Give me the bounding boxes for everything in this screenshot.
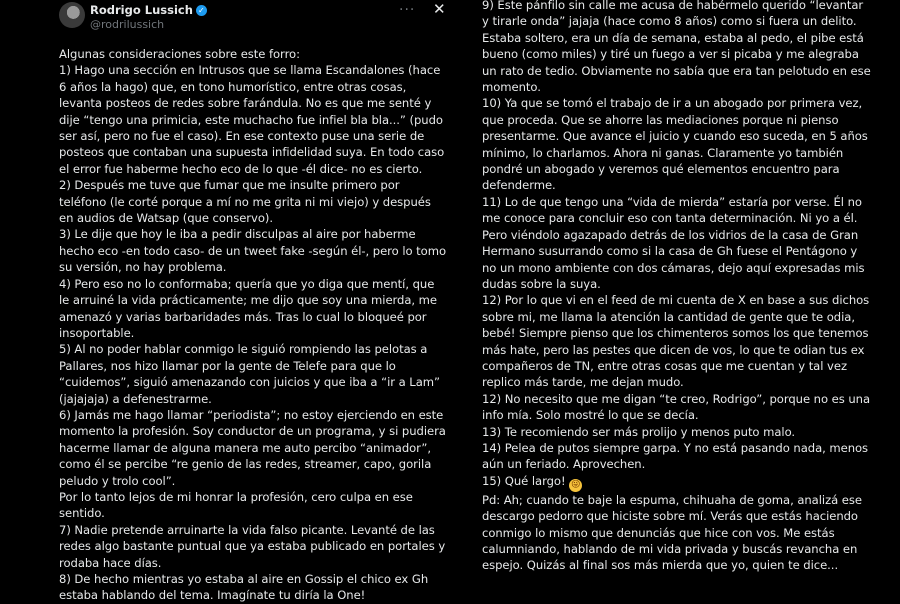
author-handle[interactable]: @rodrilussich	[90, 18, 165, 31]
tweet-header	[44, 0, 452, 40]
paragraph: 5) Al no poder hablar conmigo le siguió rompiendo las pelotas a Pallares, nos hizo llamar por la gente de Telefe para que lo “cuidemos”, siguió amenazando con juicios y que iba a “ir a Lam” (jajajaja) a defenestrarme.	[59, 342, 440, 406]
close-icon[interactable]: ✕	[433, 0, 446, 18]
tweet-text-left	[59, 46, 447, 604]
paragraph: 3) Le dije que hoy le iba a pedir disculpas al aire por haberme hecho eco -en todo caso- de un tweet fake -según él-, pero lo tomo su versión, no hay problema.	[59, 227, 446, 275]
paragraph: 13) Te recomiendo ser más prolijo y menos puto malo.	[482, 424, 796, 439]
avatar[interactable]	[59, 2, 85, 28]
paragraph: 8) De hecho mientras yo estaba al aire en Gossip el chico ex Gh estaba hablando del tema. Imagínate tu diría la One!	[59, 572, 429, 603]
verified-badge-icon: ✓	[196, 5, 207, 16]
tweet-right-panel	[468, 0, 876, 573]
paragraph: 1) Hago una sección en Intrusos que se llama Escandalones (hace 6 años la hago) que, en tono humorístico, entre otras cosas, levanta posteos de redes sobre farándula. No es que me senté y dije “tengo una primicia, este muchacho fue infiel bla bla...” (pudo ser así, pero no fue el caso). En ese contexto puse una serie de posteos que contaban una supuesta infidelidad suya. En todo caso el error fue haberme hecho eco de lo que -él dice- no es cierto.	[59, 63, 445, 176]
paragraph: 6) Jamás me hago llamar “periodista”; no estoy ejerciendo en este momento la profesión. Soy conductor de un programa, y si pudiera hacerme llamar de alguna manera me auto percibo “animador”, como él se percibe “re genio de las redes, streamer, capo, gorila peludo y trolo cool”.	[59, 407, 446, 488]
paragraph: Pd: Ah; cuando te baje la espuma, chihuaha de goma, analizá ese descargo pedorro que hiciste sobre mí. Verás que estás haciendo conmigo lo mismo que denunciás que hice con vos. Me estás calumniando, hablando de mi vida privada y buscás revancha en espejo. Quizás al final sos más mierda que yo, quien te dice...	[482, 492, 862, 573]
paragraph	[482, 473, 872, 492]
paragraph: 12) Por lo que vi en el feed de mi cuenta de X en base a sus dichos sobre mi, me llama la atención la cantidad de gente que te odia, bebé! Siempre pienso que los chimenteros somos los que tenemos más hate, pero las pestes que dicen de vos, lo que te odian tus ex compañeros de TN, entre otras cosas que me cuentan y tal vez replico más tarde, me dejan mudo.	[482, 293, 870, 390]
more-options-icon[interactable]: ···	[399, 2, 416, 18]
paragraph: 12) No necesito que me digan “te creo, Rodrigo”, porque no es una info mía. Solo mostré lo que se decía.	[482, 391, 871, 423]
paragraph: 11) Lo de que tengo una “vida de mierda” estaría por verse. Él no me conoce para concluir eso con tanta determinación. Ni yo a él. Pero viéndolo agazapado detrás de los vidrios de la casa de Gran Hermano susurrando como si la casa de Gh fuese el Pentágono y no un mono ambiente con dos cámaras, dejo aquí expresadas mis dudas sobre la suya.	[482, 194, 865, 291]
paragraph: 4) Pero eso no lo conformaba; quería que yo diga que mentí, que le arruiné la vida prácticamente; me dijo que soy una mierda, me amenazó y varias barbaridades más. Tras lo cual lo bloqueé por insoportable.	[59, 276, 438, 340]
paragraph: 14) Pelea de putos siempre garpa. Y no está pasando nada, menos aún un feriado. Aprovechen.	[482, 440, 869, 472]
paragraph: Algunas consideraciones sobre este forro:	[59, 47, 300, 61]
paragraph: 7) Nadie pretende arruinarte la vida falso picante. Levanté de las redes algo bastante puntual que ya estaba publicado en portales y rodaba hace días.	[59, 522, 446, 570]
paragraph: 10) Ya que se tomó el trabajo de ir a un abogado por primera vez, que proceda. Que se ahorre las mediaciones porque ni pienso presentarme. Que avance el juicio y cuando eso suceda, en 5 años mínimo, lo charlamos. Ahora ni ganas. Claramente yo también pondré un abogado y veremos qué elementos encuentro para defenderme.	[482, 96, 868, 193]
paragraph: Por lo tanto lejos de mi honrar la profesión, cero culpa en ese sentido.	[59, 489, 413, 521]
tweet-text-right	[482, 0, 872, 574]
paragraph-text: 15) Qué largo!	[482, 473, 566, 488]
paragraph: 2) Después me tuve que fumar que me insulte primero por teléfono (le corté porque a mí no me grita ni mi viejo) y después en audios de Watsap (que conservo).	[59, 178, 431, 226]
winking-face-emoji-icon: 😜	[571, 479, 581, 490]
author-name[interactable]: Rodrigo Lussich ✓	[90, 3, 207, 17]
tweet-left-panel	[44, 0, 452, 603]
paragraph: 9) Este pánfilo sin calle me acusa de habérmelo querido “levantar y tirarle onda” jajaja (hace como 8 años) como si fuera un delito. Estaba soltero, era un día de semana, estaba al pedo, el pibe está bueno (como miles) y tiré un fuego a ver si picaba y me alegraba un rato de tedio. Obviamente no sabía que era tan pelotudo en ese momento.	[482, 0, 871, 95]
